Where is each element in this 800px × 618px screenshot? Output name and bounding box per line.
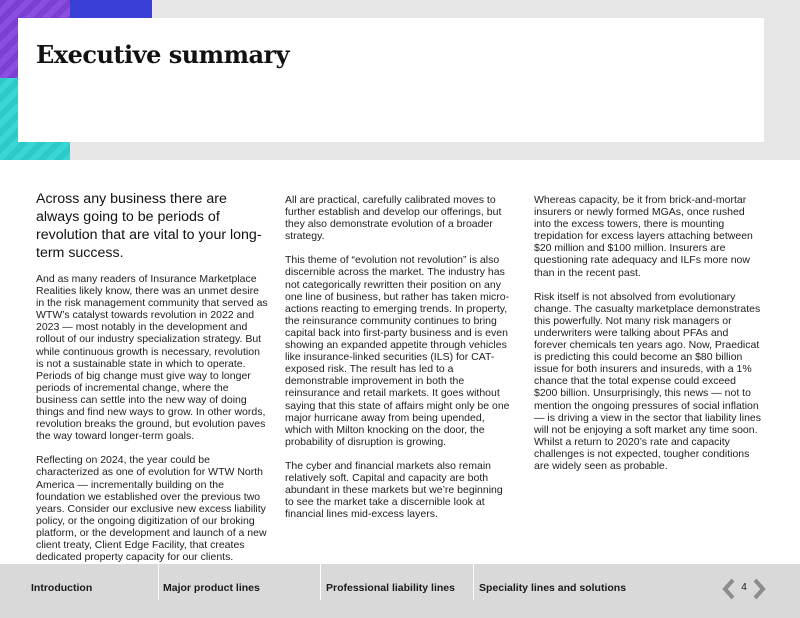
body-paragraph: The cyber and financial markets also remain relatively soft. Capital and capacity are both abundant in these markets but we’re beginning to see the market take a discernible look at financial lines mid-excess layers. [285, 459, 503, 521]
body-paragraph: All are practical, carefully calibrated moves to further establish and develop our offerings, but they also demonstrate evolution of a broader strategy. [285, 194, 502, 243]
body-paragraph: And as many readers of Insurance Marketplace Realities likely know, there was an unmet desire in the risk management community that served as WTW’s catalyst towards revolution in 2022 and 2023 — most notably in the development and rollout of our industry specialization strategy. But while continuous growth is necessary, revolution is not a sustainable state in which to operate. Periods of big change must give way to longer periods of incremental change, where the business can settle into the new way of doing things and find new ways to grow. In other words, revolution breaks the ground, but evolution paves the way toward longer-term goals. [36, 273, 268, 443]
nav-professional-liability-lines[interactable]: Professional liability lines [326, 582, 455, 594]
nav-divider [158, 564, 159, 600]
page-title: Executive summary [36, 40, 290, 69]
body-paragraph: Reflecting on 2024, the year could be characterized as one of evolution for WTW North America — incrementally building on the foundation we established over the previous two years. Consider our exclusive new excess liability policy, or the ongoing digitization of our broking platform, or the development and launch of a new client treaty, Client Edge Facility, that creates dedicated property capacity for our clients. [36, 454, 267, 564]
nav-major-product-lines[interactable]: Major product lines [163, 582, 260, 594]
column-3 [534, 194, 762, 484]
nav-divider [320, 564, 321, 600]
footer-nav [0, 564, 800, 618]
chevron-right-icon[interactable] [752, 578, 766, 600]
nav-speciality-lines-and-solutions[interactable]: Speciality lines and solutions [479, 582, 627, 594]
column-1 [36, 190, 268, 575]
chevron-left-icon[interactable] [722, 578, 736, 600]
nav-introduction[interactable]: Introduction [31, 582, 93, 594]
body-paragraph: Whereas capacity, be it from brick-and-mortar insurers or newly formed MGAs, once rushed into the excess towers, there is mounting trepidation for excess layers attaching between $20 million and $100 million. Insurers are questioning rate adequacy and ILFs more now than in the recent past. [534, 194, 753, 279]
page-number: 4 [741, 582, 747, 593]
blue-decorative-bar [70, 0, 152, 18]
nav-divider [473, 564, 474, 600]
body-paragraph: This theme of “evolution not revolution” is also discernible across the market. The industry has not categorically rewritten their position on any one line of business, but rather has taken micro-actions reacting to emerging trends. In property, the reinsurance community continues to bring capital back into first-party business and is even showing an expanded appetite through vehicles like insurance-linked securities (ILS) for CAT-exposed risk. The result has led to a demonstrable improvement in both the reinsurance and retail markets. It goes without saying that this state of affairs might only be one major hurricane away from being upended, which with Milton knocking on the door, the probability of disruption is growing. [285, 254, 510, 448]
lead-paragraph: Across any business there are always going to be periods of revolution that are vital to your long-term success. [36, 191, 262, 261]
body-paragraph: Risk itself is not absolved from evolutionary change. The casualty marketplace demonstrates this powerfully. Not many risk managers or underwriters were talking about PFAs and forever chemicals ten years ago. Now, Praedicat is predicting this could become an $80 billion issue for both insurers and insureds, with a 1% chance that the total expense could exceed $200 billion. Unsurprisingly, this news — not to mention the ongoing pressures of social inflation — is driving a view in the sector that liability lines will not be enjoying a soft market any time soon. Whilst a return to 2020’s rate and capacity challenges is not expected, tougher conditions are widely seen as probable. [534, 290, 762, 472]
column-2 [285, 194, 513, 532]
title-card [18, 18, 764, 142]
pager [722, 578, 766, 600]
